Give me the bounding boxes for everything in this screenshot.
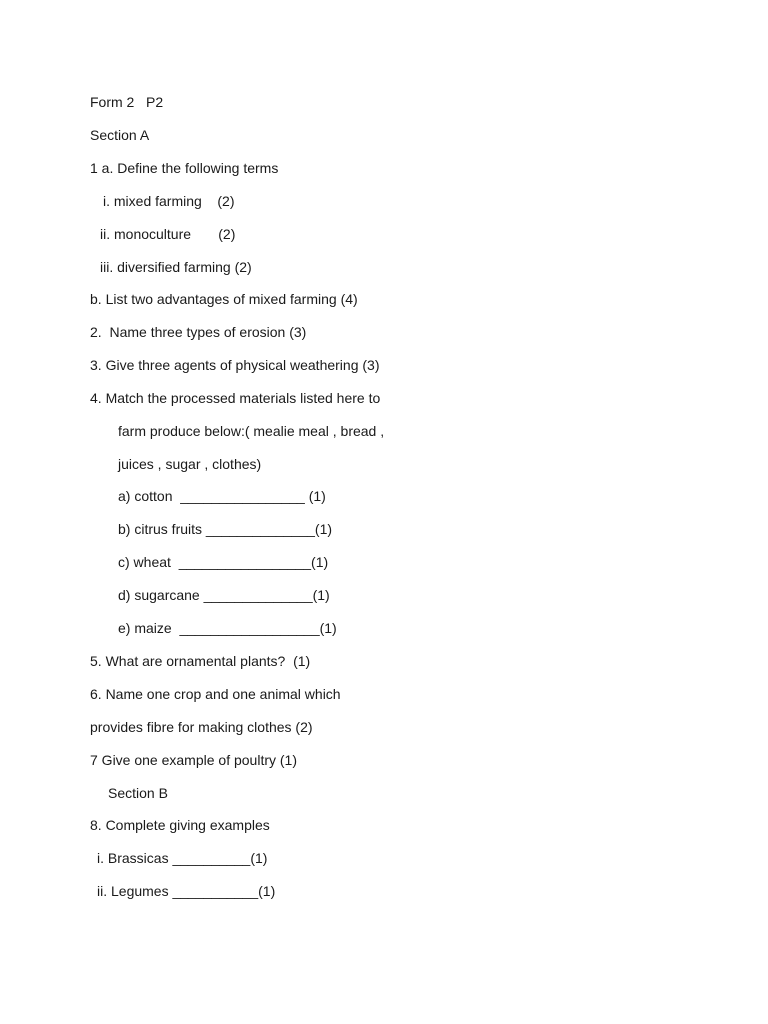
question-4-continued-1: farm produce below:( mealie meal , bread , [118, 423, 385, 439]
question-1a-iii: iii. diversified farming (2) [100, 259, 252, 275]
question-2: 2. Name three types of erosion (3) [90, 324, 307, 340]
question-4c: c) wheat _________________(1) [118, 554, 329, 570]
question-1a-ii: ii. monoculture (2) [100, 226, 236, 242]
question-1a-i: i. mixed farming (2) [103, 193, 235, 209]
question-5: 5. What are ornamental plants? (1) [90, 653, 311, 669]
section-b-heading: Section B [108, 785, 168, 801]
document-header: Form 2 P2 [90, 94, 164, 110]
question-1a: 1 a. Define the following terms [90, 160, 279, 176]
section-a-heading: Section A [90, 127, 150, 143]
question-8-i: i. Brassicas __________(1) [97, 850, 268, 866]
question-6-continued: provides fibre for making clothes (2) [90, 719, 313, 735]
question-4b: b) citrus fruits ______________(1) [118, 521, 333, 537]
question-6: 6. Name one crop and one animal which [90, 686, 341, 702]
question-4d: d) sugarcane ______________(1) [118, 587, 330, 603]
question-8: 8. Complete giving examples [90, 817, 270, 833]
question-4-continued-2: juices , sugar , clothes) [118, 456, 262, 472]
question-4: 4. Match the processed materials listed here to [90, 390, 381, 406]
question-4a: a) cotton ________________ (1) [118, 488, 326, 504]
question-1b: b. List two advantages of mixed farming (4) [90, 291, 358, 307]
question-8-ii: ii. Legumes ___________(1) [97, 883, 276, 899]
question-7: 7 Give one example of poultry (1) [90, 752, 297, 768]
question-3: 3. Give three agents of physical weathering (3) [90, 357, 380, 373]
question-4e: e) maize __________________(1) [118, 620, 337, 636]
